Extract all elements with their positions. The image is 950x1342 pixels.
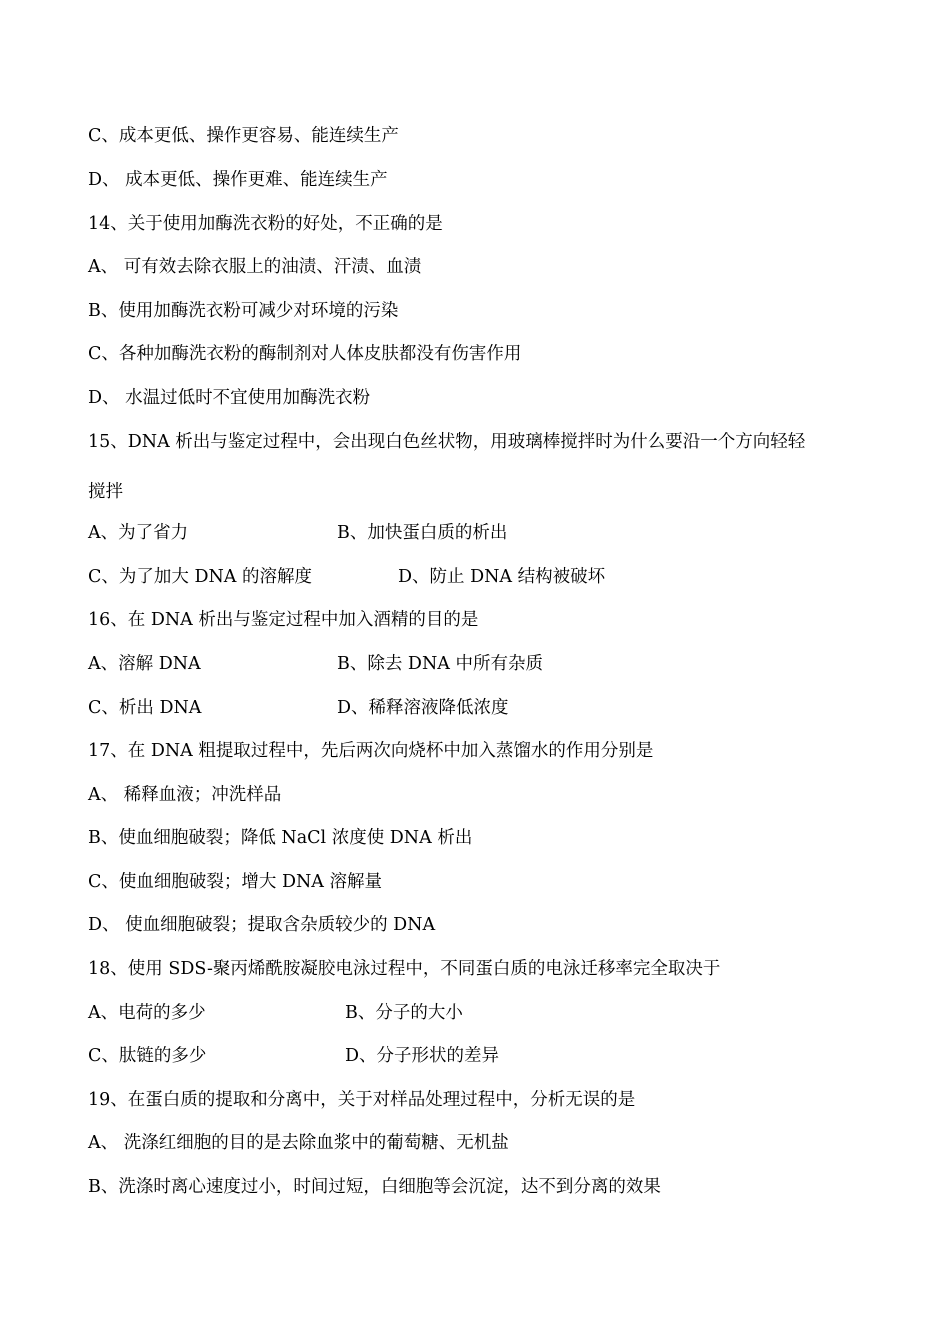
q18-stem: 18、使用 SDS-聚丙烯酰胺凝胶电泳过程中，不同蛋白质的电泳迁移率完全取决于: [88, 959, 721, 979]
q18-option-d: D、分子形状的差异: [345, 1046, 500, 1066]
q18-option-b: B、分子的大小: [345, 1003, 463, 1023]
q16-stem: 16、在 DNA 析出与鉴定过程中加入酒精的目的是: [88, 610, 479, 630]
q15-option-d: D、防止 DNA 结构被破坏: [398, 567, 606, 587]
q19-option-b: B、洗涤时离心速度过小，时间过短，白细胞等会沉淀，达不到分离的效果: [88, 1177, 661, 1197]
q15-option-a: A、为了省力: [88, 523, 189, 543]
q18-option-c: C、肽链的多少: [88, 1046, 207, 1066]
q16-option-d: D、稀释溶液降低浓度: [337, 698, 509, 718]
q17-option-d: D、 使血细胞破裂；提取含杂质较少的 DNA: [88, 915, 436, 935]
q14-option-c: C、各种加酶洗衣粉的酶制剂对人体皮肤都没有伤害作用: [88, 344, 522, 364]
q17-option-b: B、使血细胞破裂；降低 NaCl 浓度使 DNA 析出: [88, 828, 473, 848]
q16-option-c: C、析出 DNA: [88, 698, 202, 718]
q15-option-c: C、为了加大 DNA 的溶解度: [88, 567, 312, 587]
q19-option-a: A、 洗涤红细胞的目的是去除血浆中的葡萄糖、无机盐: [88, 1133, 509, 1153]
q13-option-c: C、成本更低、操作更容易、能连续生产: [88, 126, 399, 146]
q14-option-b: B、使用加酶洗衣粉可减少对环境的污染: [88, 301, 399, 321]
q17-option-c: C、使血细胞破裂；增大 DNA 溶解量: [88, 872, 382, 892]
q19-stem: 19、在蛋白质的提取和分离中，关于对样品处理过程中，分析无误的是: [88, 1090, 636, 1110]
q16-option-a: A、溶解 DNA: [88, 654, 201, 674]
q14-option-d: D、 水温过低时不宜使用加酶洗衣粉: [88, 388, 371, 408]
q17-stem: 17、在 DNA 粗提取过程中，先后两次向烧杯中加入蒸馏水的作用分别是: [88, 741, 654, 761]
q14-option-a: A、 可有效去除衣服上的油渍、汗渍、血渍: [88, 257, 422, 277]
q15-option-b: B、加快蛋白质的析出: [337, 523, 508, 543]
q17-option-a: A、 稀释血液；冲洗样品: [88, 785, 282, 805]
q18-option-a: A、电荷的多少: [88, 1003, 206, 1023]
q13-option-d: D、 成本更低、操作更难、能连续生产: [88, 170, 388, 190]
q15-stem-continued: 搅拌: [88, 482, 123, 502]
q14-stem: 14、关于使用加酶洗衣粉的好处，不正确的是: [88, 214, 443, 234]
q16-option-b: B、除去 DNA 中所有杂质: [337, 654, 543, 674]
q15-stem: 15、DNA 析出与鉴定过程中，会出现白色丝状物，用玻璃棒搅拌时为什么要沿一个方向轻轻: [88, 432, 806, 452]
